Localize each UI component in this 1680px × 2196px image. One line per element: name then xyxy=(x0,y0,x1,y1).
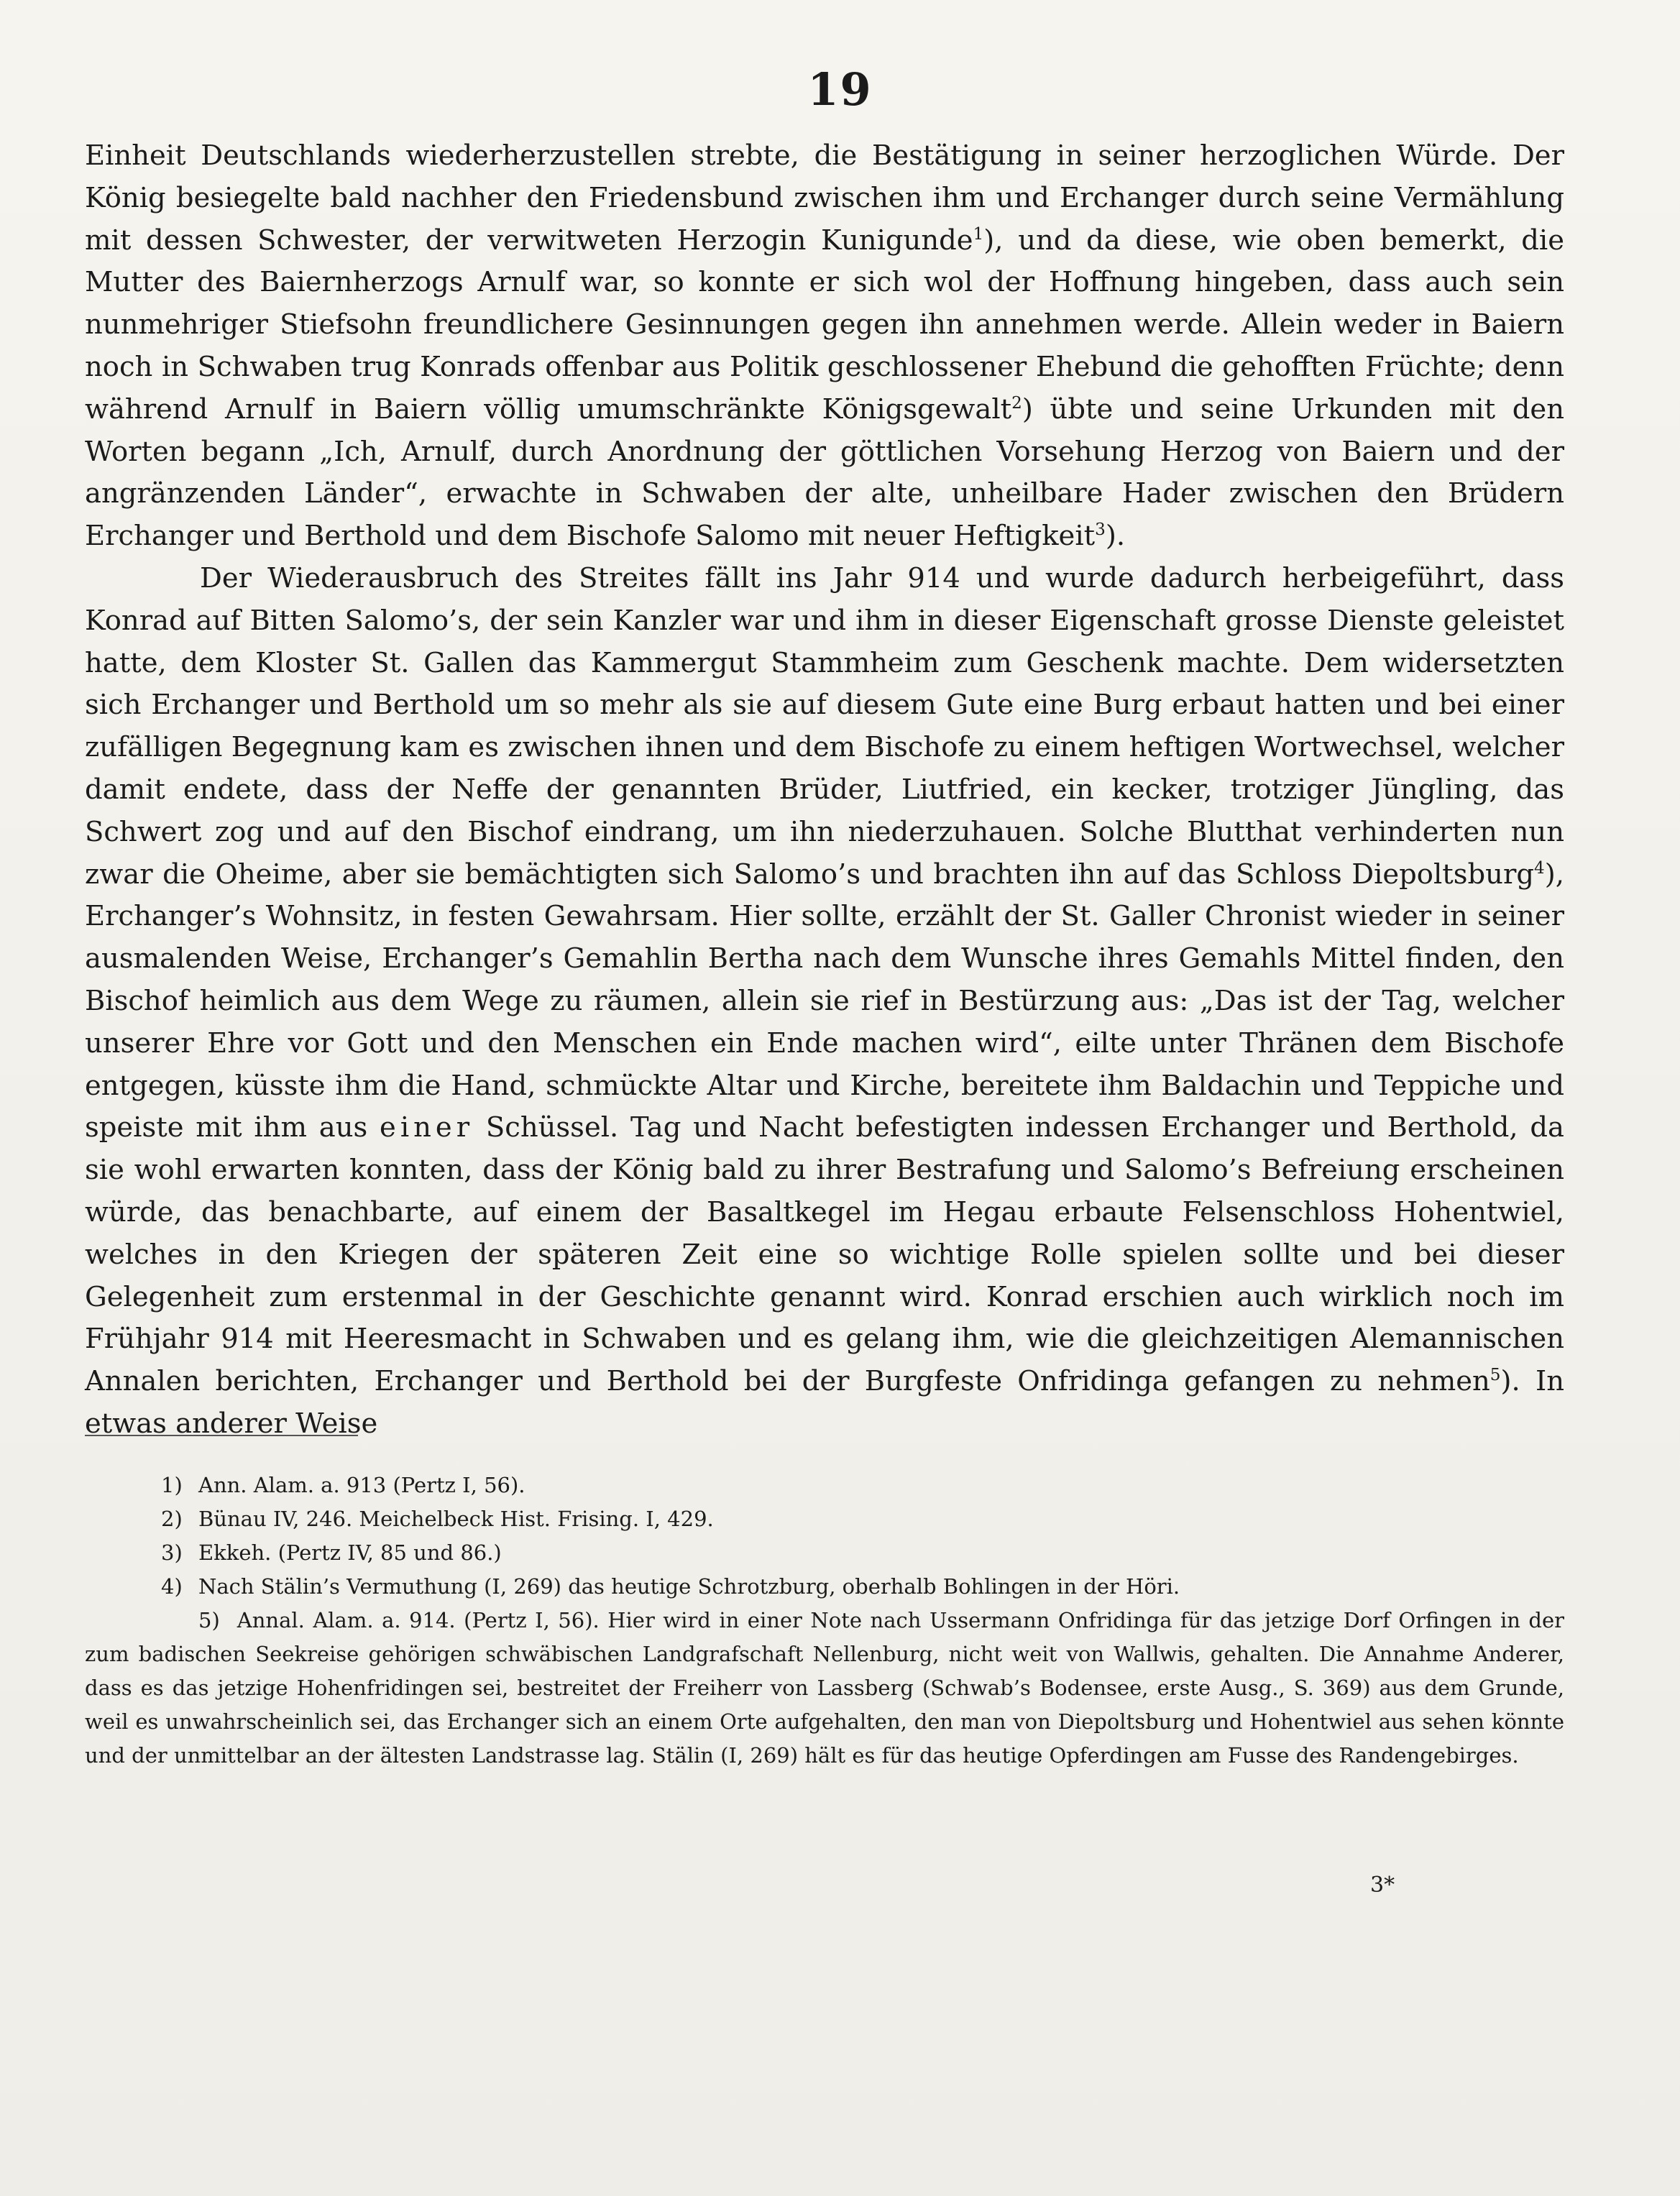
text-run: ). In etwas anderer Weise xyxy=(85,1365,1564,1440)
footnote-divider xyxy=(85,1435,358,1436)
footnote-ref-4: 4 xyxy=(1534,858,1545,878)
text-run: Einheit Deutschlands wiederherzustellen strebte, die Bestätigung in seiner herzoglichen Würde. Der König besiegelte bald nachher den Friedensbund zwischen ihm und Erchanger durch seine Vermählung mit dessen Schwester, der verwitweten Herzogin Kunigunde xyxy=(85,139,1564,257)
footnote-2 xyxy=(85,1502,1564,1536)
footnote-1 xyxy=(85,1469,1564,1502)
footnote-text: Nach Stälin’s Vermuthung (I, 269) das heutige Schrotzburg, oberhalb Bohlingen in der Höri. xyxy=(198,1574,1180,1599)
main-text xyxy=(85,135,1564,1446)
text-run: ), Erchanger’s Wohnsitz, in festen Gewahrsam. Hier sollte, erzählt der St. Galler Chronist wieder in seiner ausmalenden Weise, Erchanger’s Gemahlin Bertha nach dem Wunsche ihres Gemahls Mittel finden, den Bischof heimlich aus dem Wege zu räumen, allein sie rief in Bestürzung aus: „Das ist der Tag, welcher unserer Ehre vor Gott und den Menschen ein Ende machen wird“, eilte unter Thränen dem Bischofe entgegen, küsste ihm die Hand, schmückte Altar und Kirche, bereitete ihm Baldachin und Teppiche und speiste mit ihm aus xyxy=(85,858,1564,1144)
footnote-text: Annal. Alam. a. 914. (Pertz I, 56). Hier wird in einer Note nach Ussermann Onfridinga für das jetzige Dorf Orfingen in der zum badischen Seekreise gehörigen schwäbischen Landgrafschaft Nellenburg, nicht weit von Wallwis, gehalten. Die Annahme Anderer, dass es das jetzige Hohenfridingen sei, bestreitet der Freiherr von Lassberg (Schwab’s Bodensee, erste Ausg., S. 369) aus dem Grunde, weil es unwahrscheinlich sei, das Erchanger sich an einem Orte aufgehalten, den man von Diepoltsburg und Hohentwiel aus sehen könnte und der unmittelbar an der ältesten Landstrasse lag. Stälin (I, 269) hält es für das heutige Opferdingen am Fusse des Randengebirges. xyxy=(85,1608,1564,1768)
paragraph-2 xyxy=(85,558,1564,1446)
footnote-text: Ekkeh. (Pertz IV, 85 und 86.) xyxy=(198,1540,502,1565)
text-run: ) übte und seine Urkunden mit den Worten begann „Ich, Arnulf, durch Anordnung der göttlichen Vorsehung Herzog von Baiern und der angränzenden Länder“, erwachte in Schwaben der alte, unheilbare Hader zwischen den Brüdern Erchanger und Berthold und dem Bischofe Salomo mit neuer Heftigkeit xyxy=(85,392,1564,553)
footnote-4 xyxy=(85,1570,1564,1604)
emphasized-word: einer xyxy=(380,1111,474,1144)
footnote-number: 4) xyxy=(161,1574,183,1599)
footnotes xyxy=(85,1469,1564,1773)
footnote-3 xyxy=(85,1536,1564,1570)
text-run: ), und da diese, wie oben bemerkt, die Mutter des Baiernherzogs Arnulf war, so konnte er sich wol der Hoffnung hingeben, dass auch sein nunmehriger Stiefsohn freundlichere Gesinnungen gegen ihn annehmen werde. Allein weder in Baiern noch in Schwaben trug Konrads offenbar aus Politik geschlossener Ehebund die gehofften Früchte; denn während Arnulf in Baiern völlig umumschränkte Königsgewalt xyxy=(85,224,1564,426)
footnote-number: 1) xyxy=(161,1473,183,1497)
footnote-number: 5) xyxy=(198,1608,220,1632)
footnote-ref-3: 3 xyxy=(1095,520,1106,540)
text-run: ). xyxy=(1105,520,1126,553)
page-number: 19 xyxy=(807,63,873,116)
paragraph-1 xyxy=(85,135,1564,558)
footnote-number: 2) xyxy=(161,1507,183,1531)
footnote-ref-1: 1 xyxy=(973,224,984,244)
text-run: Schüssel. Tag und Nacht befestigten indessen Erchanger und Berthold, da sie wohl erwarten konnten, dass der König bald zu ihrer Bestrafung und Salomo’s Befreiung erscheinen würde, das benachbarte, auf einem der Basaltkegel im Hegau erbaute Felsenschloss Hohentwiel, welches in den Kriegen der späteren Zeit eine so wichtige Rolle spielen sollte und bei dieser Gelegenheit zum erstenmal in der Geschichte genannt wird. Konrad erschien auch wirklich noch im Frühjahr 914 mit Heeresmacht in Schwaben und es gelang ihm, wie die gleichzeitigen Alemannischen Annalen berichten, Erchanger und Berthold bei der Burgfeste Onfridinga gefangen zu nehmen xyxy=(85,1111,1564,1398)
footnote-text: Ann. Alam. a. 913 (Pertz I, 56). xyxy=(198,1473,525,1497)
footnote-5 xyxy=(85,1604,1564,1773)
text-run: Der Wiederausbruch des Streites fällt ins Jahr 914 und wurde dadurch herbeigeführt, dass Konrad auf Bitten Salomo’s, der sein Kanzler war und ihm in dieser Eigenschaft grosse Dienste geleistet hatte, dem Kloster St. Gallen das Kammergut Stammheim zum Geschenk machte. Dem widersetzten sich Erchanger und Berthold um so mehr als sie auf diesem Gute eine Burg erbaut hatten und bei einer zufälligen Begegnung kam es zwischen ihnen und dem Bischofe zu einem heftigen Wortwechsel, welcher damit endete, dass der Neffe der genannten Brüder, Liutfried, ein kecker, trotziger Jüngling, das Schwert zog und auf den Bischof eindrang, um ihn niederzuhauen. Solche Blutthat verhinderten nun zwar die Oheime, aber sie bemächtigten sich Salomo’s und brachten ihn auf das Schloss Diepoltsburg xyxy=(85,561,1564,891)
printer-signature-mark: 3* xyxy=(1370,1873,1395,1898)
footnote-ref-5: 5 xyxy=(1489,1366,1501,1385)
footnote-ref-2: 2 xyxy=(1011,393,1022,413)
footnote-number: 3) xyxy=(161,1540,183,1565)
footnote-text: Bünau IV, 246. Meichelbeck Hist. Frising. I, 429. xyxy=(198,1507,714,1531)
